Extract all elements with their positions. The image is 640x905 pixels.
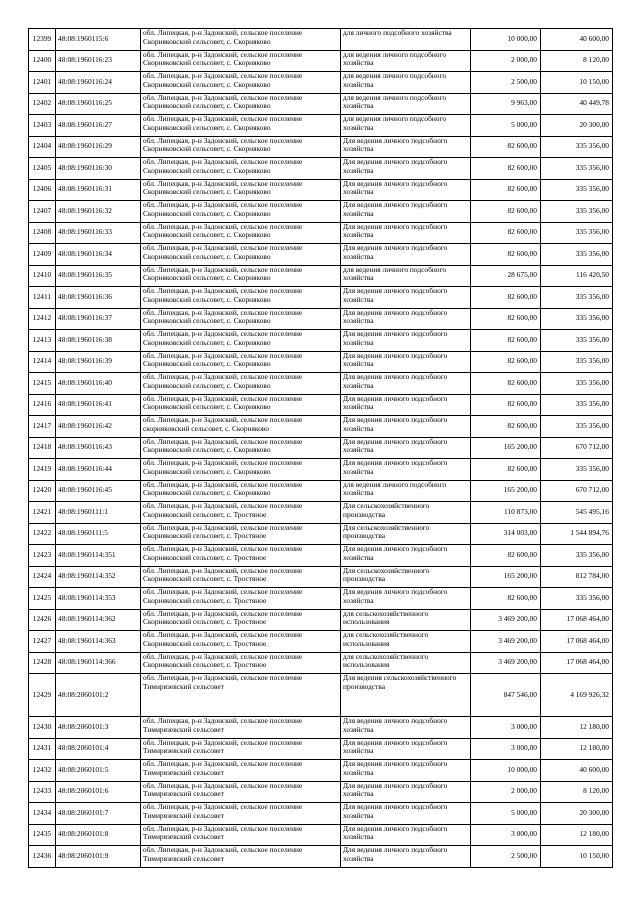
cadastral-number: 48:08:2060101:7 <box>56 803 141 825</box>
table-row <box>29 394 613 416</box>
value-cell: 82 600,00 <box>471 222 541 244</box>
cadastral-number: 48:08:1960116:39 <box>56 351 141 373</box>
cadastral-cost-cell: 335 356,00 <box>541 179 613 201</box>
value-cell: 847 546,00 <box>471 674 541 717</box>
row-number: 12402 <box>29 93 56 115</box>
cadastral-cost-cell: 20 300,00 <box>541 803 613 825</box>
value-cell: 5 000,00 <box>471 115 541 137</box>
row-number: 12414 <box>29 351 56 373</box>
table-row <box>29 566 613 588</box>
row-number: 12428 <box>29 652 56 674</box>
row-number: 12435 <box>29 824 56 846</box>
row-number: 12426 <box>29 609 56 631</box>
cadastral-cost-cell: 335 356,00 <box>541 201 613 223</box>
land-use-cell: Для ведения личного подсобного хозяйства <box>341 781 471 803</box>
land-use-cell: Для сельскохозяйственного производства <box>341 523 471 545</box>
address-cell: обл. Липецкая, р-н Задонский, сельское поселение Скорняковский сельсовет, с. Тростяное <box>141 631 341 653</box>
cadastral-cost-cell: 335 356,00 <box>541 588 613 610</box>
value-cell: 10 000,00 <box>471 29 541 51</box>
land-use-cell: Для ведения личного подсобного хозяйства <box>341 158 471 180</box>
value-cell: 5 000,00 <box>471 803 541 825</box>
cadastral-cost-cell: 10 150,00 <box>541 72 613 94</box>
value-cell: 82 600,00 <box>471 308 541 330</box>
address-cell: обл. Липецкая, р-н Задонский, сельское поселение Скорняковский сельсовет, с. Тростяное <box>141 523 341 545</box>
address-cell: обл. Липецкая, р-н Задонский, сельское поселение Скорняковский сельсовет, с. Скорняково <box>141 201 341 223</box>
row-number: 12420 <box>29 480 56 502</box>
value-cell: 82 600,00 <box>471 201 541 223</box>
land-use-cell: Для ведения личного подсобного хозяйства <box>341 136 471 158</box>
value-cell: 165 200,00 <box>471 480 541 502</box>
table-row <box>29 244 613 266</box>
table-row <box>29 717 613 739</box>
land-use-cell: Для ведения личного подсобного хозяйства <box>341 545 471 567</box>
row-number: 12434 <box>29 803 56 825</box>
cadastral-cost-cell: 17 068 464,00 <box>541 652 613 674</box>
table-row <box>29 416 613 438</box>
address-cell: обл. Липецкая, р-н Задонский, сельское поселение Скорняковский сельсовет, с. Скорняково <box>141 244 341 266</box>
cadastral-number: 48:08:1960114:351 <box>56 545 141 567</box>
address-cell: обл. Липецкая, р-н Задонский, сельское поселение Скорняковский сельсовет, с. Скорняково <box>141 72 341 94</box>
cadastral-cost-cell: 17 068 464,00 <box>541 609 613 631</box>
address-cell: обл. Липецкая, р-н Задонский, сельское поселение Тимирязевский сельсовет <box>141 717 341 739</box>
cadastral-cost-cell: 670 712,00 <box>541 437 613 459</box>
cadastral-number: 48:08:1960116:32 <box>56 201 141 223</box>
address-cell: обл. Липецкая, р-н Задонский, сельское поселение Скорняковский сельсовет, с. Скорняково <box>141 179 341 201</box>
cadastral-number: 48:08:1960116:30 <box>56 158 141 180</box>
table-row <box>29 287 613 309</box>
row-number: 12408 <box>29 222 56 244</box>
land-use-cell: Для ведения личного подсобного хозяйства <box>341 244 471 266</box>
row-number: 12401 <box>29 72 56 94</box>
cadastral-number: 48:08:1960116:45 <box>56 480 141 502</box>
cadastral-cost-cell: 20 300,00 <box>541 115 613 137</box>
cadastral-number: 48:08:2060101:2 <box>56 674 141 717</box>
row-number: 12436 <box>29 846 56 868</box>
cadastral-cost-cell: 4 169 926,32 <box>541 674 613 717</box>
row-number: 12409 <box>29 244 56 266</box>
land-use-cell: Для ведения личного подсобного хозяйства <box>341 308 471 330</box>
land-use-cell: для ведения личного подсобного хозяйства <box>341 93 471 115</box>
address-cell: обл. Липецкая, р-н Задонский, сельское поселение Скорняковский сельсовет, с. Скорняково <box>141 308 341 330</box>
cadastral-number: 48:08:1960116:33 <box>56 222 141 244</box>
cadastral-number: 48:08:2060101:6 <box>56 781 141 803</box>
value-cell: 165 200,00 <box>471 566 541 588</box>
cadastral-number: 48:08:2060101:9 <box>56 846 141 868</box>
row-number: 12413 <box>29 330 56 352</box>
land-use-cell: Для ведения личного подсобного хозяйства <box>341 179 471 201</box>
cadastral-cost-cell: 335 356,00 <box>541 136 613 158</box>
cadastral-number: 48:08:1960114:363 <box>56 631 141 653</box>
table-row <box>29 179 613 201</box>
table-row <box>29 351 613 373</box>
table-row <box>29 50 613 72</box>
land-use-cell: Для ведения личного подсобного хозяйства <box>341 846 471 868</box>
value-cell: 2 500,00 <box>471 846 541 868</box>
land-use-cell: для ведения личного подсобного хозяйства <box>341 480 471 502</box>
cadastral-cost-cell: 335 356,00 <box>541 308 613 330</box>
address-cell: обл. Липецкая, р-н Задонский, сельское поселение Скорняковский сельсовет, с. Скорняково <box>141 158 341 180</box>
address-cell: обл. Липецкая, р-н Задонский, сельское поселение Скорняковский сельсовет, с. Тростяное <box>141 566 341 588</box>
row-number: 12404 <box>29 136 56 158</box>
address-cell: обл. Липецкая, р-н Задонский, сельское поселение Тимирязевский сельсовет <box>141 760 341 782</box>
cadastral-number: 48:08:1960116:41 <box>56 394 141 416</box>
table-row <box>29 308 613 330</box>
land-use-cell: Для ведения личного подсобного хозяйства <box>341 760 471 782</box>
row-number: 12433 <box>29 781 56 803</box>
address-cell: обл. Липецкая, р-н Задонский, сельское поселение Скорняковский сельсовет, с. Скорняково <box>141 459 341 481</box>
cadastral-cost-cell: 40 600,00 <box>541 760 613 782</box>
cadastral-cost-cell: 40 600,00 <box>541 29 613 51</box>
cadastral-number: 48:08:2060101:4 <box>56 738 141 760</box>
land-use-cell: Для ведения личного подсобного хозяйства <box>341 803 471 825</box>
cadastral-cost-cell: 1 544 894,76 <box>541 523 613 545</box>
value-cell: 3 000,00 <box>471 824 541 846</box>
table-row <box>29 824 613 846</box>
row-number: 12423 <box>29 545 56 567</box>
table-row <box>29 459 613 481</box>
address-cell: обл. Липецкая, р-н Задонский, сельское поселение Скорняковский сельсовет, с. Скорняково <box>141 480 341 502</box>
cadastral-number: 48:08:1960116:24 <box>56 72 141 94</box>
value-cell: 2 500,00 <box>471 72 541 94</box>
row-number: 12417 <box>29 416 56 438</box>
value-cell: 82 600,00 <box>471 287 541 309</box>
address-cell: обл. Липецкая, р-н Задонский, сельское поселение Тимирязевский сельсовет <box>141 824 341 846</box>
table-row <box>29 158 613 180</box>
cadastral-cost-cell: 12 180,00 <box>541 738 613 760</box>
cadastral-cost-cell: 335 356,00 <box>541 459 613 481</box>
table-row <box>29 136 613 158</box>
row-number: 12400 <box>29 50 56 72</box>
table-row <box>29 437 613 459</box>
value-cell: 3 469 200,00 <box>471 609 541 631</box>
land-use-cell: Для ведения сельскохозяйственного производства <box>341 674 471 717</box>
address-cell: обл. Липецкая, р-н Задонский, сельское поселение Скорняковский сельсовет, с. Скорняково <box>141 115 341 137</box>
land-use-cell: Для сельскохозяйственного производства <box>341 566 471 588</box>
value-cell: 110 873,00 <box>471 502 541 524</box>
cadastral-table <box>28 28 613 868</box>
table-row <box>29 222 613 244</box>
table-row <box>29 846 613 868</box>
land-use-cell: для ведения личного подсобного хозяйства <box>341 50 471 72</box>
value-cell: 82 600,00 <box>471 179 541 201</box>
address-cell: обл. Липецкая, р-н Задонский, сельское поселение Скорняковский сельсовет, с. Скорняково <box>141 29 341 51</box>
value-cell: 82 600,00 <box>471 158 541 180</box>
value-cell: 82 600,00 <box>471 416 541 438</box>
cadastral-number: 48:08:1960116:40 <box>56 373 141 395</box>
cadastral-cost-cell: 10 150,00 <box>541 846 613 868</box>
row-number: 12415 <box>29 373 56 395</box>
cadastral-number: 48:08:1960116:31 <box>56 179 141 201</box>
cadastral-number: 48:08:2060101:3 <box>56 717 141 739</box>
address-cell: обл. Липецкая, р-н Задонский, сельское поселение Скорняковский сельсовет, с. Скорняково <box>141 93 341 115</box>
cadastral-cost-cell: 335 356,00 <box>541 330 613 352</box>
table-row <box>29 72 613 94</box>
land-use-cell: Для ведения личного подсобного хозяйства <box>341 437 471 459</box>
row-number: 12410 <box>29 265 56 287</box>
cadastral-number: 48:08:1960116:44 <box>56 459 141 481</box>
table-row <box>29 545 613 567</box>
value-cell: 82 600,00 <box>471 588 541 610</box>
land-use-cell: Для ведения личного подсобного хозяйства <box>341 717 471 739</box>
cadastral-cost-cell: 12 180,00 <box>541 824 613 846</box>
cadastral-cost-cell: 335 356,00 <box>541 545 613 567</box>
row-number: 12418 <box>29 437 56 459</box>
cadastral-number: 48:08:1960111:5 <box>56 523 141 545</box>
address-cell: обл. Липецкая, р-н Задонский, сельское поселение Тимирязевский сельсовет <box>141 738 341 760</box>
cadastral-cost-cell: 17 068 464,00 <box>541 631 613 653</box>
cadastral-number: 48:08:1960116:43 <box>56 437 141 459</box>
land-use-cell: Для ведения личного подсобного хозяйства <box>341 738 471 760</box>
cadastral-cost-cell: 116 420,50 <box>541 265 613 287</box>
table-row <box>29 803 613 825</box>
row-number: 12429 <box>29 674 56 717</box>
value-cell: 2 000,00 <box>471 781 541 803</box>
address-cell: обл. Липецкая, р-н Задонский, сельское поселение Скорняковский сельсовет, с. Скорняково <box>141 50 341 72</box>
table-row <box>29 738 613 760</box>
value-cell: 314 003,00 <box>471 523 541 545</box>
land-use-cell: для ведения личного подсобного хозяйства <box>341 115 471 137</box>
land-use-cell: Для ведения личного подсобного хозяйства <box>341 416 471 438</box>
value-cell: 82 600,00 <box>471 459 541 481</box>
cadastral-cost-cell: 335 356,00 <box>541 394 613 416</box>
value-cell: 3 469 200,00 <box>471 631 541 653</box>
row-number: 12419 <box>29 459 56 481</box>
value-cell: 2 000,00 <box>471 50 541 72</box>
cadastral-cost-cell: 8 120,00 <box>541 50 613 72</box>
cadastral-cost-cell: 545 495,16 <box>541 502 613 524</box>
cadastral-number: 48:08:2060101:5 <box>56 760 141 782</box>
cadastral-cost-cell: 335 356,00 <box>541 244 613 266</box>
row-number: 12424 <box>29 566 56 588</box>
row-number: 12399 <box>29 29 56 51</box>
row-number: 12421 <box>29 502 56 524</box>
value-cell: 82 600,00 <box>471 244 541 266</box>
cadastral-cost-cell: 12 180,00 <box>541 717 613 739</box>
table-row <box>29 631 613 653</box>
table-row <box>29 115 613 137</box>
cadastral-number: 48:08:1960116:27 <box>56 115 141 137</box>
row-number: 12427 <box>29 631 56 653</box>
table-row <box>29 652 613 674</box>
cadastral-cost-cell: 335 356,00 <box>541 373 613 395</box>
value-cell: 3 469 200,00 <box>471 652 541 674</box>
row-number: 12407 <box>29 201 56 223</box>
address-cell: обл. Липецкая, р-н Задонский, сельское поселение Скорняковский сельсовет, с. Скорняково <box>141 287 341 309</box>
value-cell: 82 600,00 <box>471 545 541 567</box>
address-cell: обл. Липецкая, р-н Задонский, сельское поселение Скорняковский сельсовет, с. Скорняково <box>141 136 341 158</box>
land-use-cell: Для ведения личного подсобного хозяйства <box>341 330 471 352</box>
cadastral-cost-cell: 335 356,00 <box>541 416 613 438</box>
land-use-cell: Для сельскохозяйственного производства <box>341 502 471 524</box>
address-cell: обл. Липецкая, р-н Задонский, сельское поселение Скорняковский сельсовет, с. Скорняково <box>141 373 341 395</box>
address-cell: обл. Липецкая, р-н Задонский, сельское поселение Скорняковский сельсовет, с. Скорняково <box>141 222 341 244</box>
cadastral-cost-cell: 40 449,78 <box>541 93 613 115</box>
cadastral-number: 48:08:1960111:1 <box>56 502 141 524</box>
value-cell: 82 600,00 <box>471 394 541 416</box>
cadastral-cost-cell: 335 356,00 <box>541 158 613 180</box>
table-row <box>29 609 613 631</box>
row-number: 12405 <box>29 158 56 180</box>
address-cell: обл. Липецкая, р-н Задонский, сельское поселение Скорняковский сельсовет, с. Тростяное <box>141 588 341 610</box>
cadastral-number: 48:08:1960116:36 <box>56 287 141 309</box>
cadastral-number: 48:08:1960116:37 <box>56 308 141 330</box>
row-number: 12431 <box>29 738 56 760</box>
land-use-cell: для личного подсобного хозяйства <box>341 29 471 51</box>
land-use-cell: для ведения личного подсобного хозяйства <box>341 265 471 287</box>
land-use-cell: Для ведения личного подсобного хозяйства <box>341 287 471 309</box>
address-cell: обл. Липецкая, р-н Задонский, сельское поселение Тимирязевский сельсовет <box>141 674 341 717</box>
table-body <box>29 29 613 868</box>
land-use-cell: Для ведения личного подсобного хозяйства <box>341 222 471 244</box>
cadastral-number: 48:08:1960116:25 <box>56 93 141 115</box>
address-cell: обл. Липецкая, р-н Задонский, сельское поселение Тимирязевский сельсовет <box>141 803 341 825</box>
cadastral-number: 48:08:1960114:362 <box>56 609 141 631</box>
cadastral-number: 48:08:1960116:34 <box>56 244 141 266</box>
address-cell: обл. Липецкая, р-н Задонский, сельское поселение Скорняковский сельсовет, с. Скорняково <box>141 265 341 287</box>
land-use-cell: для сельскохозяйственного использования <box>341 609 471 631</box>
cadastral-number: 48:08:1960116:29 <box>56 136 141 158</box>
cadastral-cost-cell: 812 784,00 <box>541 566 613 588</box>
value-cell: 82 600,00 <box>471 330 541 352</box>
cadastral-number: 48:08:1960116:42 <box>56 416 141 438</box>
row-number: 12412 <box>29 308 56 330</box>
table-row <box>29 781 613 803</box>
table-row <box>29 760 613 782</box>
row-number: 12403 <box>29 115 56 137</box>
land-use-cell: Для ведения личного подсобного хозяйства <box>341 824 471 846</box>
table-row <box>29 502 613 524</box>
address-cell: обл. Липецкая, р-н Задонский, сельское поселение Скорняковский сельсовет, с. Скорняково <box>141 437 341 459</box>
land-use-cell: Для ведения личного подсобного хозяйства <box>341 459 471 481</box>
cadastral-cost-cell: 335 356,00 <box>541 351 613 373</box>
table-row <box>29 480 613 502</box>
address-cell: обл. Липецкая, р-н Задонский, сельское поселение Скорняковский сельсовет, с. Тростяное <box>141 609 341 631</box>
table-row <box>29 523 613 545</box>
row-number: 12430 <box>29 717 56 739</box>
land-use-cell: для сельскохозяйственного использования <box>341 631 471 653</box>
value-cell: 10 000,00 <box>471 760 541 782</box>
value-cell: 165 200,00 <box>471 437 541 459</box>
cadastral-cost-cell: 335 356,00 <box>541 222 613 244</box>
address-cell: обл. Липецкая, р-н Задонский, сельское поселение Скорняковский сельсовет, с. Скорняково <box>141 351 341 373</box>
row-number: 12416 <box>29 394 56 416</box>
table-row <box>29 674 613 717</box>
address-cell: обл. Липецкая, р-н Задонский, сельское поселение Скорняковский сельсовет, с. Скорняково <box>141 394 341 416</box>
row-number: 12425 <box>29 588 56 610</box>
table-row <box>29 29 613 51</box>
land-use-cell: Для ведения личного подсобного хозяйства <box>341 394 471 416</box>
cadastral-cost-cell: 335 356,00 <box>541 287 613 309</box>
row-number: 12432 <box>29 760 56 782</box>
land-use-cell: для ведения личного подсобного хозяйства <box>341 72 471 94</box>
table-row <box>29 201 613 223</box>
table-row <box>29 373 613 395</box>
address-cell: обл. Липецкая, р-н Задонский, сельское поселение скорняковский сельсовет, с. Скорняково <box>141 416 341 438</box>
land-use-cell: Для ведения личного подсобного хозяйства <box>341 373 471 395</box>
table-row <box>29 93 613 115</box>
cadastral-cost-cell: 670 712,00 <box>541 480 613 502</box>
land-use-cell: Для ведения личного подсобного хозяйства <box>341 588 471 610</box>
land-use-cell: Для ведения личного подсобного хозяйства <box>341 201 471 223</box>
cadastral-number: 48:08:1960114:353 <box>56 588 141 610</box>
address-cell: обл. Липецкая, р-н Задонский, сельское поселение Скорняковский сельсовет, с. Тростяное <box>141 652 341 674</box>
cadastral-number: 48:08:1960116:38 <box>56 330 141 352</box>
cadastral-cost-cell: 8 120,00 <box>541 781 613 803</box>
value-cell: 82 600,00 <box>471 136 541 158</box>
address-cell: обл. Липецкая, р-н Задонский, сельское поселение Тимирязевский сельсовет <box>141 846 341 868</box>
cadastral-number: 48:08:2060101:8 <box>56 824 141 846</box>
land-use-cell: Для ведения личного подсобного хозяйства <box>341 351 471 373</box>
value-cell: 3 000,00 <box>471 738 541 760</box>
value-cell: 82 600,00 <box>471 351 541 373</box>
address-cell: обл. Липецкая, р-н Задонский, сельское поселение Скорняковский сельсовет, с. Тростяное <box>141 502 341 524</box>
land-use-cell: для сельскохозяйственного использования <box>341 652 471 674</box>
value-cell: 3 000,00 <box>471 717 541 739</box>
row-number: 12422 <box>29 523 56 545</box>
address-cell: обл. Липецкая, р-н Задонский, сельское поселение Тимирязевский сельсовет <box>141 781 341 803</box>
value-cell: 82 600,00 <box>471 373 541 395</box>
table-row <box>29 265 613 287</box>
address-cell: обл. Липецкая, р-н Задонский, сельское поселение Скорняковский сельсовет, с. Скорняково <box>141 330 341 352</box>
value-cell: 9 963,00 <box>471 93 541 115</box>
value-cell: 28 675,00 <box>471 265 541 287</box>
row-number: 12411 <box>29 287 56 309</box>
address-cell: обл. Липецкая, р-н Задонский, сельское поселение Скорняковский сельсовет, с. Тростяное <box>141 545 341 567</box>
cadastral-number: 48:08:1960114:352 <box>56 566 141 588</box>
table-row <box>29 588 613 610</box>
cadastral-number: 48:08:1960114:366 <box>56 652 141 674</box>
row-number: 12406 <box>29 179 56 201</box>
cadastral-number: 48:08:1960116:23 <box>56 50 141 72</box>
table-row <box>29 330 613 352</box>
cadastral-number: 48:08:1960116:35 <box>56 265 141 287</box>
cadastral-number: 48:08:1960115:6 <box>56 29 141 51</box>
